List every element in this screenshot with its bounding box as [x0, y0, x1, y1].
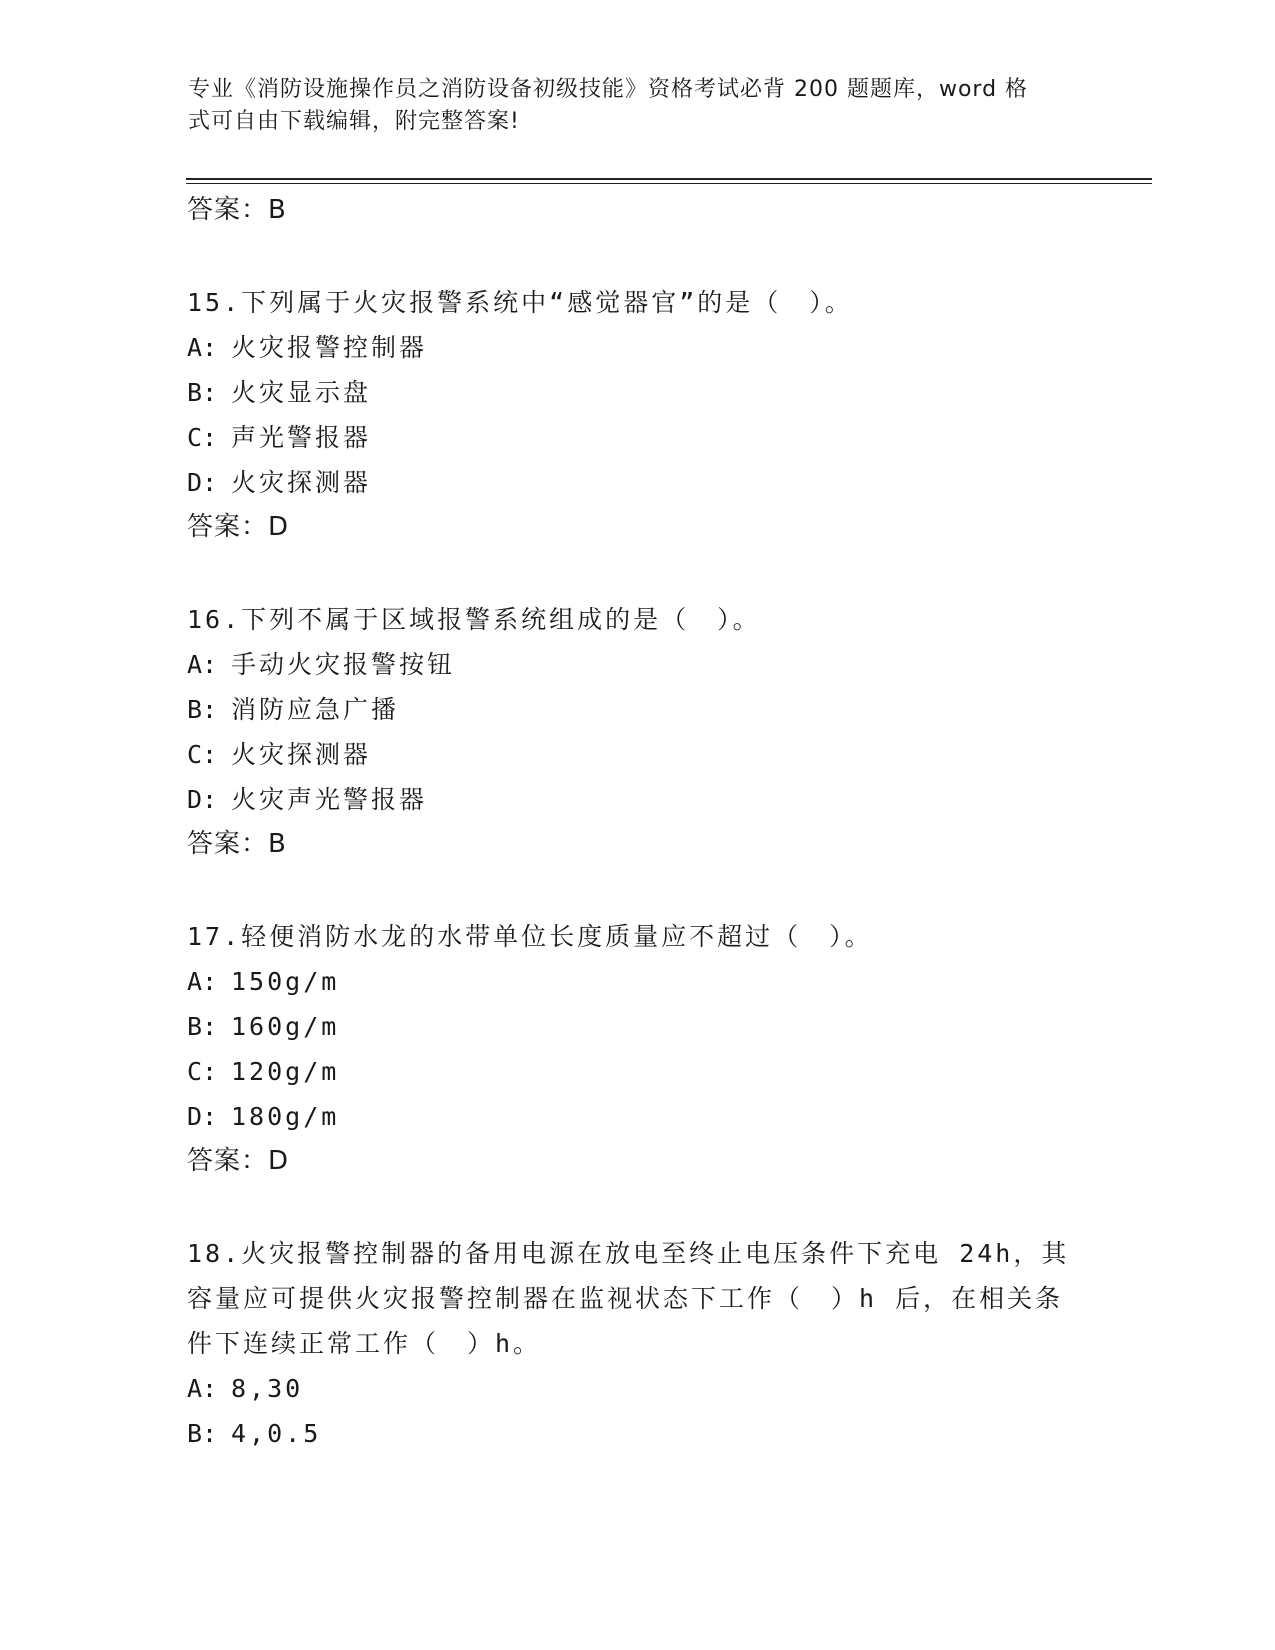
- option-text: 150g/m: [231, 967, 340, 996]
- option-text: 消防应急广播: [231, 695, 400, 724]
- answer-value: B: [268, 195, 287, 225]
- option-b: [187, 1411, 1087, 1456]
- answer-line: [187, 1139, 1087, 1184]
- option-d: [187, 460, 1087, 505]
- option-text: 4,0.5: [231, 1419, 322, 1448]
- option-text: 180g/m: [231, 1102, 340, 1131]
- option-letter: C:: [187, 423, 218, 452]
- option-text: 120g/m: [231, 1057, 340, 1086]
- option-text: 火灾显示盘: [231, 378, 372, 407]
- option-letter: A:: [187, 333, 218, 362]
- answer-label: 答案：: [187, 512, 269, 542]
- answer-label: 答案：: [187, 1146, 269, 1176]
- answer-line: [187, 822, 1087, 867]
- option-d: [187, 1094, 1087, 1139]
- option-a: [187, 325, 1087, 370]
- option-letter: A:: [187, 650, 218, 679]
- answer-line: [187, 505, 1087, 550]
- answer-line: [187, 188, 1087, 233]
- answer-value: B: [268, 829, 287, 859]
- option-letter: B:: [187, 695, 218, 724]
- question-text: 15.下列属于火灾报警系统中“感觉器官”的是（ ）。: [187, 288, 853, 317]
- option-text: 手动火灾报警按钮: [231, 650, 456, 679]
- option-a: [187, 959, 1087, 1004]
- page-header: [188, 74, 1068, 138]
- header-line-2: 式可自由下载编辑，附完整答案!: [188, 109, 520, 134]
- option-text: 火灾探测器: [231, 740, 372, 769]
- option-d: [187, 777, 1087, 822]
- option-letter: A:: [187, 967, 218, 996]
- option-letter: C:: [187, 740, 218, 769]
- option-text: 火灾声光警报器: [231, 785, 428, 814]
- option-letter: B:: [187, 1419, 218, 1448]
- answer-label: 答案：: [187, 829, 269, 859]
- option-text: 160g/m: [231, 1012, 340, 1041]
- header-line-1: 专业《消防设施操作员之消防设备初级技能》资格考试必背 200 题题库，word 格: [188, 77, 1029, 102]
- question-text: 16.下列不属于区域报警系统组成的是（ ）。: [187, 605, 761, 634]
- question-text: 18.火灾报警控制器的备用电源在放电至终止电压条件下充电 24h，其容量应可提供火灾报警控制器在监视状态下工作（ ）h 后，在相关条件下连续正常工作（ ）h。: [187, 1239, 1070, 1358]
- option-b: [187, 1004, 1087, 1049]
- option-text: 8,30: [231, 1374, 304, 1403]
- option-b: [187, 370, 1087, 415]
- option-letter: D:: [187, 468, 218, 497]
- option-letter: A:: [187, 1374, 218, 1403]
- option-c: [187, 1049, 1087, 1094]
- option-a: [187, 642, 1087, 687]
- option-letter: D:: [187, 785, 218, 814]
- option-c: [187, 732, 1087, 777]
- header-rule-thin: [186, 183, 1152, 184]
- option-text: 火灾报警控制器: [231, 333, 428, 362]
- option-letter: B:: [187, 1012, 218, 1041]
- option-letter: B:: [187, 378, 218, 407]
- answer-value: D: [268, 512, 290, 542]
- option-letter: C:: [187, 1057, 218, 1086]
- question-text: 17.轻便消防水龙的水带单位长度质量应不超过（ ）。: [187, 922, 873, 951]
- question-list: [187, 188, 1087, 1456]
- option-a: [187, 1366, 1087, 1411]
- option-text: 声光警报器: [231, 423, 372, 452]
- header-rule-thick: [186, 178, 1152, 180]
- answer-label: 答案：: [187, 195, 269, 225]
- answer-value: D: [268, 1146, 290, 1176]
- option-letter: D:: [187, 1102, 218, 1131]
- option-text: 火灾探测器: [231, 468, 372, 497]
- option-b: [187, 687, 1087, 732]
- option-c: [187, 415, 1087, 460]
